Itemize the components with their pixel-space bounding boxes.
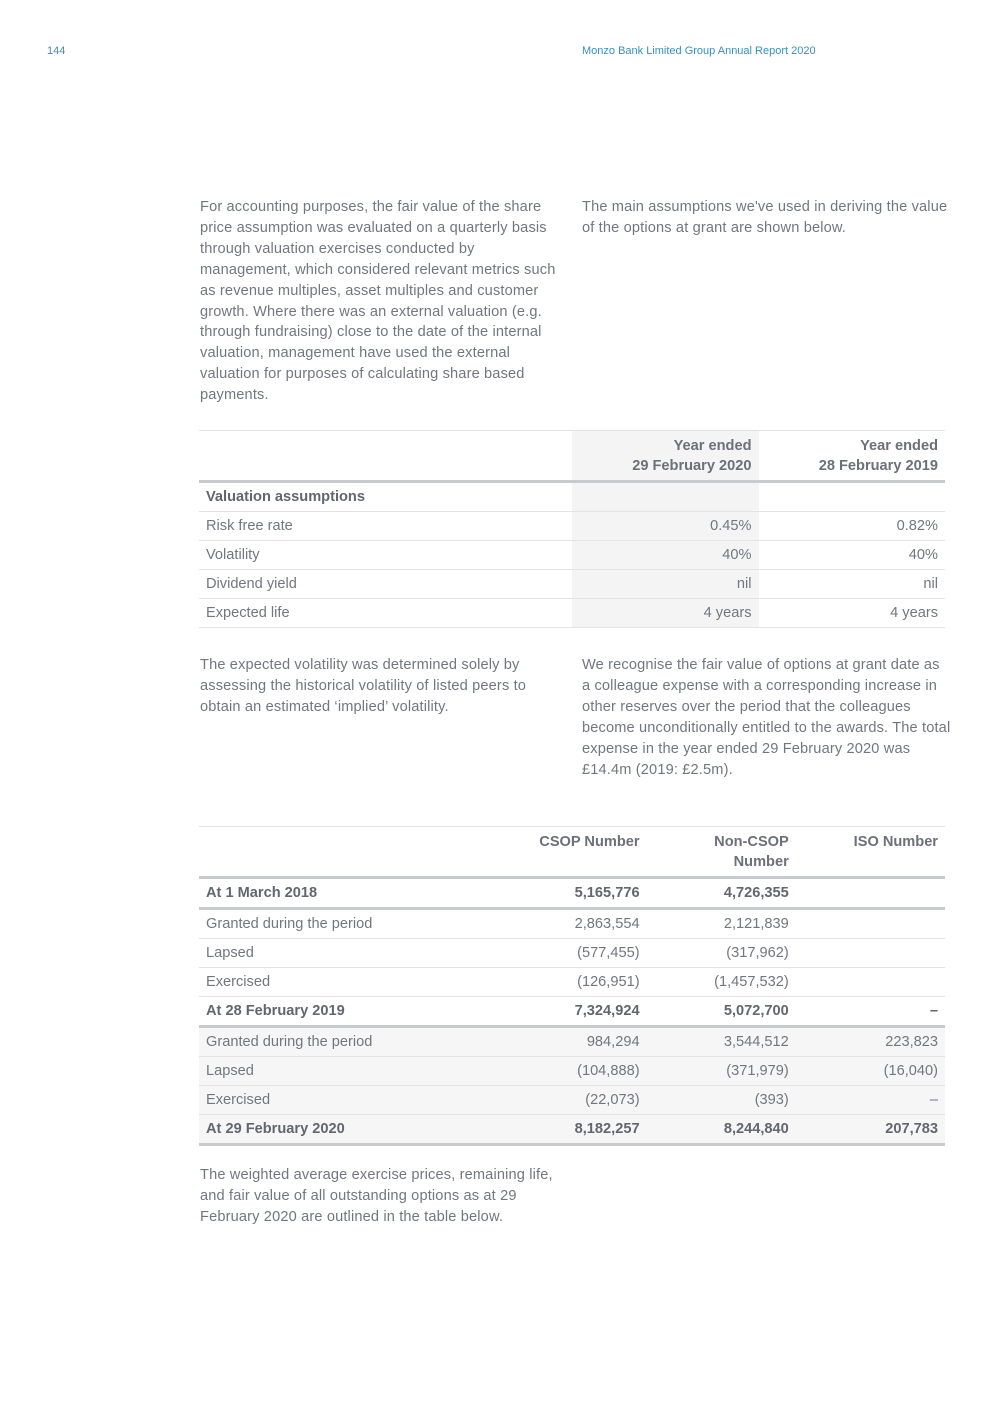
row-label: Exercised	[199, 968, 497, 997]
row-label: Granted during the period	[199, 909, 497, 939]
csop-value: 7,324,924	[497, 997, 646, 1027]
row-label: Exercised	[199, 1086, 497, 1115]
iso-value	[796, 909, 945, 939]
table-row	[199, 968, 945, 997]
value-2019: 0.82%	[759, 512, 946, 541]
weighted-average-paragraph: The weighted average exercise prices, remaining life, and fair value of all outstanding options as at 29 February 2020 are outlined in the table below.	[200, 1167, 553, 1225]
page-number: 144	[47, 45, 66, 57]
csop-value: (22,073)	[497, 1086, 646, 1115]
header-2020-line2: 29 February 2020	[632, 458, 752, 474]
value-2019: 40%	[759, 541, 946, 570]
header-cell-2019	[759, 431, 946, 482]
header-2020-line1: Year ended	[673, 438, 752, 454]
header-iso: ISO Number	[796, 827, 945, 878]
row-label: Lapsed	[199, 939, 497, 968]
csop-value: 984,294	[497, 1027, 646, 1057]
iso-value: 223,823	[796, 1027, 945, 1057]
row-label: At 29 February 2020	[199, 1115, 497, 1145]
value-2019: 4 years	[759, 599, 946, 628]
valuation-assumptions-table	[199, 430, 945, 628]
expected-volatility-paragraph: The expected volatility was determined solely by assessing the historical volatility of listed peers to obtain an estimated ‘implied’ volatility.	[200, 657, 527, 715]
table-row	[199, 512, 945, 541]
accounting-purposes-paragraph: For accounting purposes, the fair value of the share price assumption was evaluated on a quarterly basis through valuation exercises conducted by management, which considered relevant metrics such as revenue multiples, asset multiples and customer growth. Where there was an external valuation (e.g. through fundraising) close to the date of the internal valuation, management have used the external valuation for purposes of calculating share based payments.	[200, 199, 556, 404]
row-label: Risk free rate	[199, 512, 572, 541]
table-row	[199, 997, 945, 1027]
non-csop-value: (1,457,532)	[647, 968, 796, 997]
header-cell-empty	[199, 827, 497, 878]
row-label: At 28 February 2019	[199, 997, 497, 1027]
non-csop-value: (371,979)	[647, 1057, 796, 1086]
header-2019-line1: Year ended	[860, 438, 938, 454]
row-label: Volatility	[199, 541, 572, 570]
csop-value: (104,888)	[497, 1057, 646, 1086]
section-row	[199, 482, 945, 512]
non-csop-value: 4,726,355	[647, 878, 796, 909]
non-csop-value: (393)	[647, 1086, 796, 1115]
non-csop-value: 3,544,512	[647, 1027, 796, 1057]
row-label: At 1 March 2018	[199, 878, 497, 909]
section-label: Valuation assumptions	[199, 482, 572, 512]
non-csop-value: 5,072,700	[647, 997, 796, 1027]
iso-value: –	[796, 1086, 945, 1115]
table-row	[199, 909, 945, 939]
row-label: Expected life	[199, 599, 572, 628]
table-row	[199, 939, 945, 968]
header-cell-2020	[572, 431, 759, 482]
table-header-row	[199, 431, 945, 482]
table-row	[199, 1086, 945, 1115]
table-row	[199, 1027, 945, 1057]
csop-value: (126,951)	[497, 968, 646, 997]
csop-value: 8,182,257	[497, 1115, 646, 1145]
header-csop: CSOP Number	[497, 827, 646, 878]
iso-value	[796, 939, 945, 968]
value-2020: 4 years	[572, 599, 759, 628]
table-row	[199, 541, 945, 570]
csop-value: (577,455)	[497, 939, 646, 968]
row-label: Granted during the period	[199, 1027, 497, 1057]
header-non-csop-line2: Number	[733, 854, 789, 870]
iso-value: (16,040)	[796, 1057, 945, 1086]
non-csop-value: (317,962)	[647, 939, 796, 968]
header-non-csop	[647, 827, 796, 878]
iso-value	[796, 968, 945, 997]
value-2020: nil	[572, 570, 759, 599]
table-row	[199, 1057, 945, 1086]
share-options-table	[199, 826, 945, 1146]
row-label: Lapsed	[199, 1057, 497, 1086]
iso-value	[796, 878, 945, 909]
running-title: Monzo Bank Limited Group Annual Report 2020	[582, 45, 816, 57]
value-2020: 40%	[572, 541, 759, 570]
table-row	[199, 570, 945, 599]
non-csop-value: 2,121,839	[647, 909, 796, 939]
iso-value: 207,783	[796, 1115, 945, 1145]
header-cell-empty	[199, 431, 572, 482]
table-row	[199, 878, 945, 909]
fair-value-recognition-paragraph: We recognise the fair value of options at grant date as a colleague expense with a corresponding increase in other reserves over the period that the colleagues become unconditionally entitled to the awards. The total expense in the year ended 29 February 2020 was £14.4m (2019: £2.5m).	[582, 657, 951, 778]
main-assumptions-paragraph: The main assumptions we've used in deriving the value of the options at grant are shown below.	[582, 199, 948, 236]
table-header-row	[199, 827, 945, 878]
table-row	[199, 1115, 945, 1145]
table-row	[199, 599, 945, 628]
header-2019-line2: 28 February 2019	[818, 458, 938, 474]
csop-value: 5,165,776	[497, 878, 646, 909]
value-2019: nil	[759, 570, 946, 599]
header-non-csop-line1: Non-CSOP	[714, 834, 789, 850]
non-csop-value: 8,244,840	[647, 1115, 796, 1145]
value-2020: 0.45%	[572, 512, 759, 541]
iso-value: –	[796, 997, 945, 1027]
row-label: Dividend yield	[199, 570, 572, 599]
csop-value: 2,863,554	[497, 909, 646, 939]
